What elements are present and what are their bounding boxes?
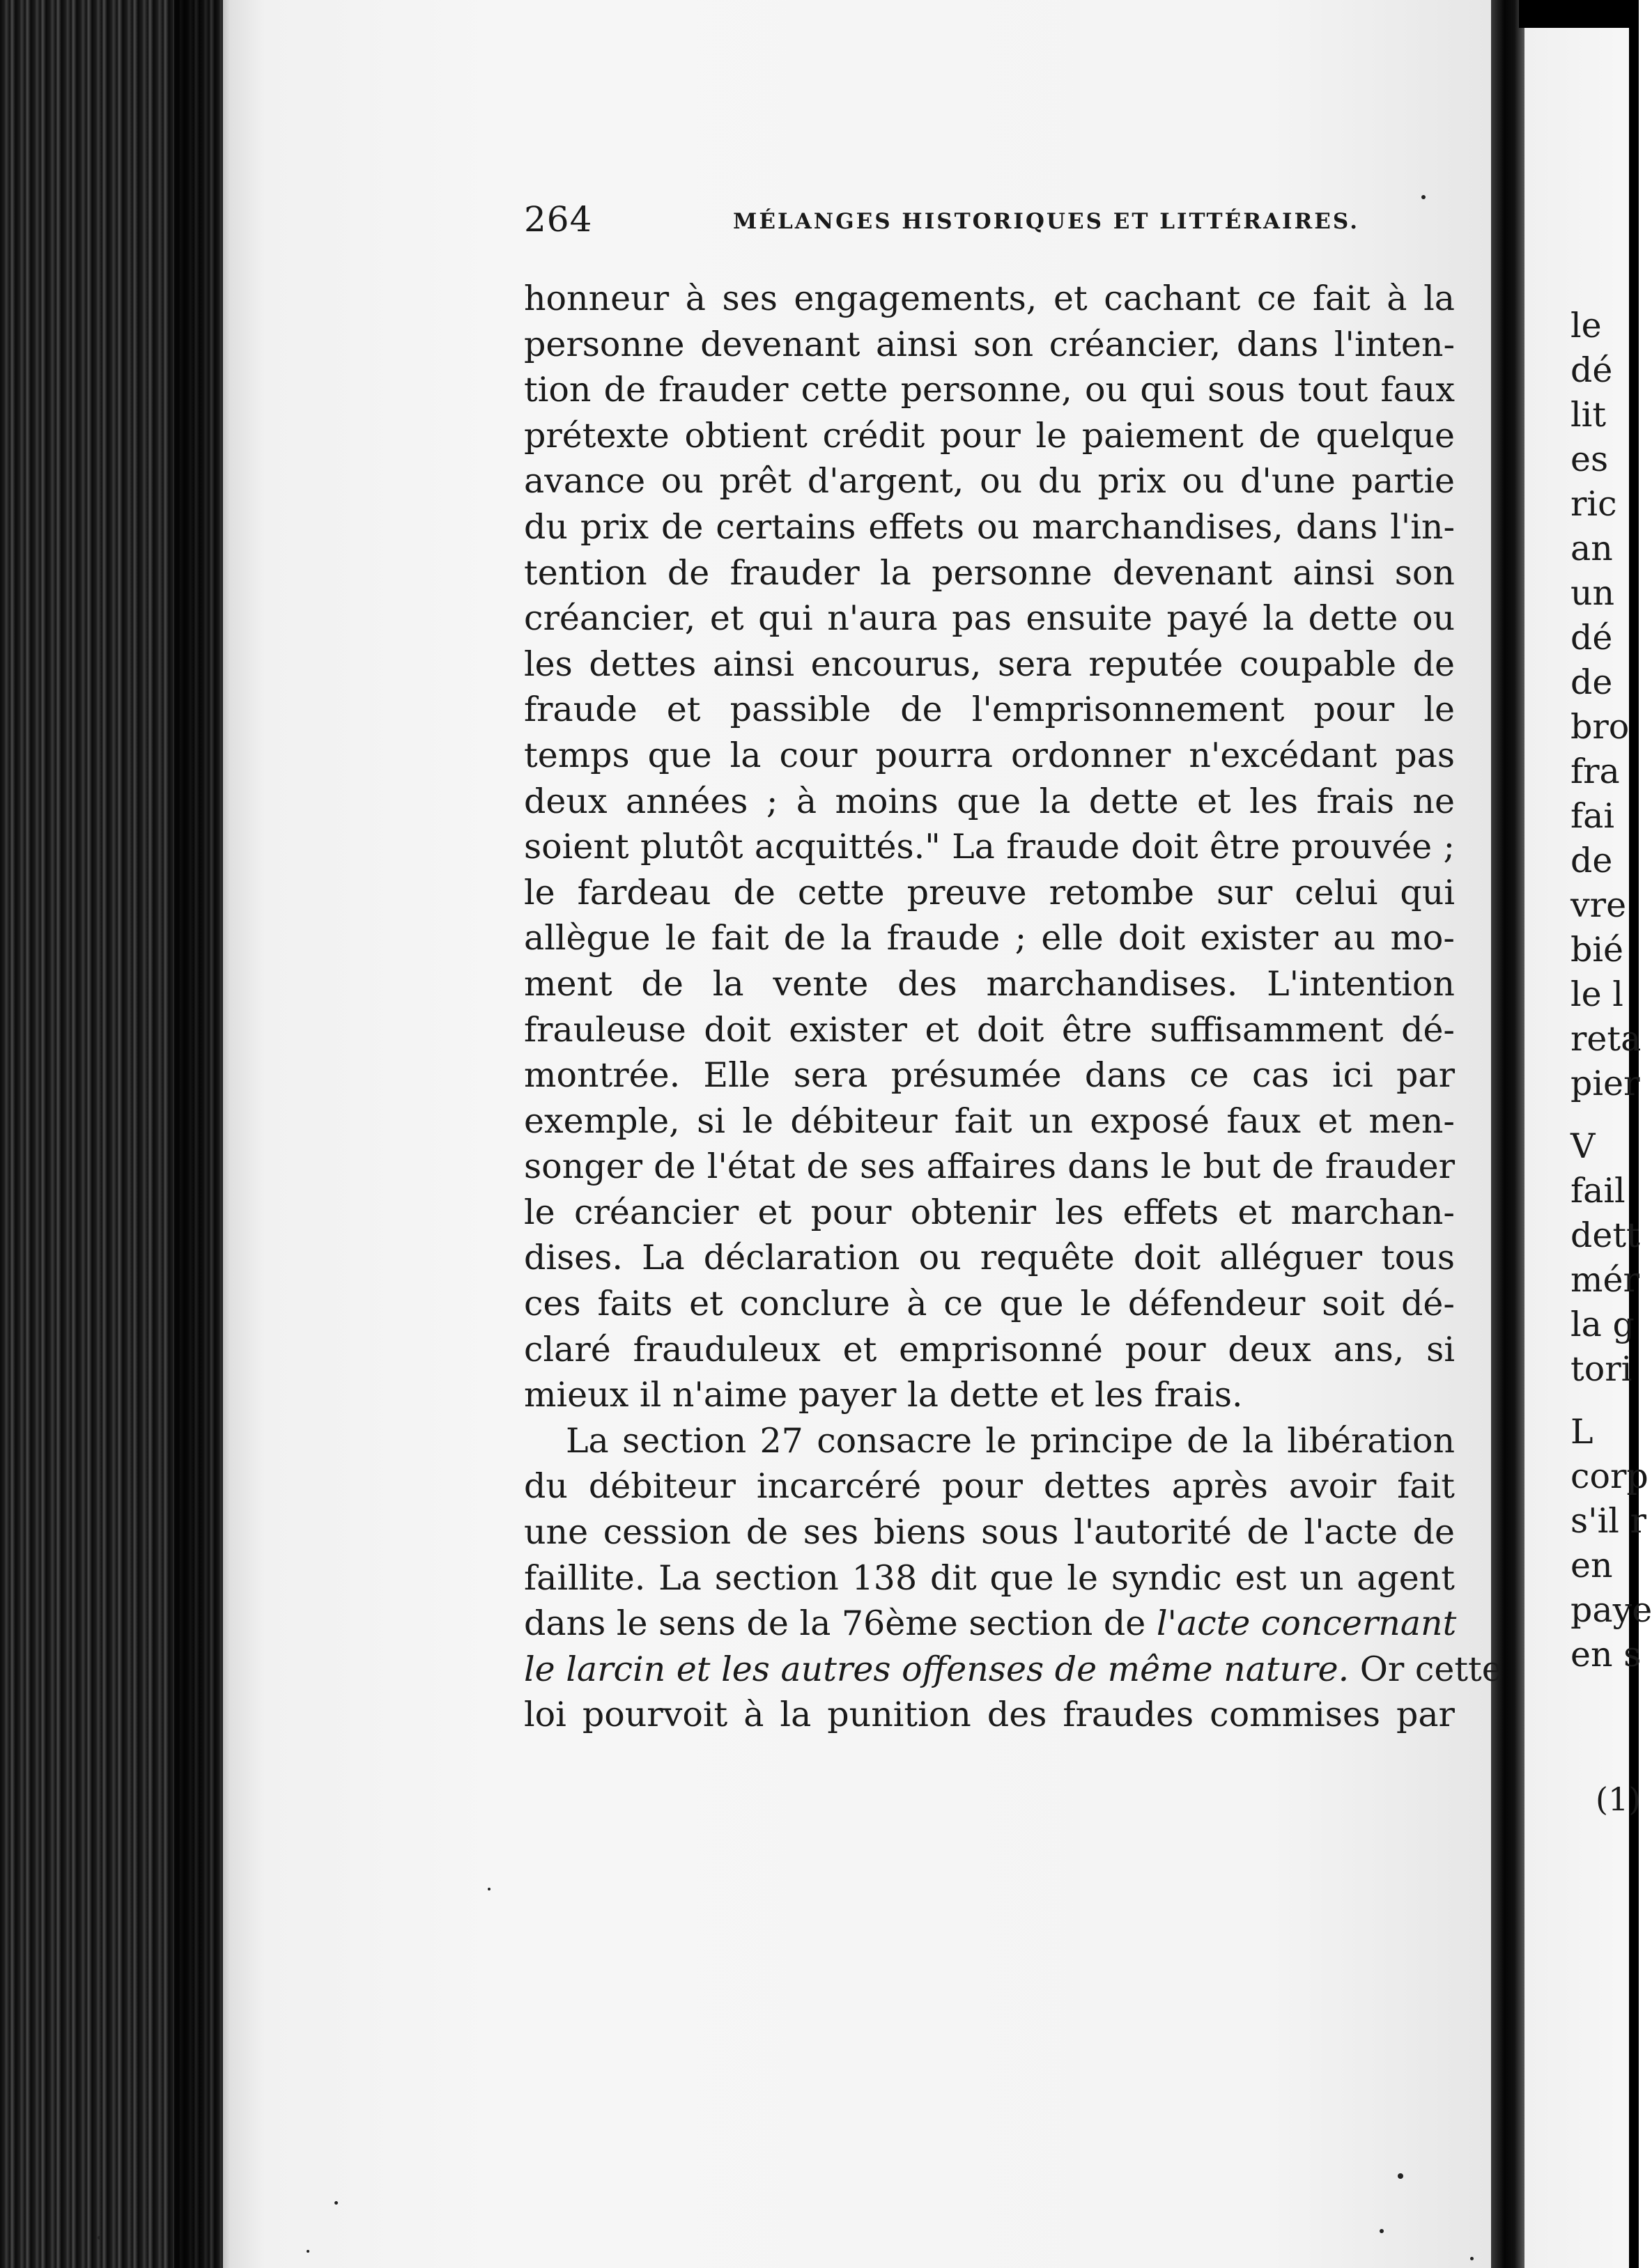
scan-speck: [488, 1888, 491, 1890]
text-line: honneur à ses engagements, et cachant ce fait à la: [524, 279, 1455, 318]
facing-page-fragment: le l: [1570, 974, 1623, 1014]
text-line: créancier, et qui n'aura pas ensuite payé la dette ou: [524, 598, 1455, 639]
facing-page-fragment: bro: [1570, 707, 1630, 747]
facing-page-fragment: es: [1570, 440, 1609, 479]
facing-page-fragment: vre: [1570, 885, 1627, 925]
text-line: songer de l'état de ses affaires dans le but de frauder: [524, 1147, 1455, 1187]
facing-page-fragment: lit: [1570, 395, 1607, 435]
facing-page-fragment: tori: [1570, 1349, 1632, 1389]
scan-speck: [1380, 2229, 1384, 2233]
scan-border-right: [1629, 0, 1639, 2268]
facing-page-fragment: pier: [1570, 1064, 1640, 1103]
text-line: temps que la cour pourra ordonner n'excédant pas: [524, 735, 1455, 775]
facing-page-fragment: fail: [1570, 1171, 1626, 1211]
book-gutter: [1491, 0, 1524, 2268]
facing-page-fragment: de: [1570, 662, 1613, 702]
facing-page-fragment: en s: [1570, 1635, 1642, 1675]
facing-page-fragment: fra: [1570, 752, 1620, 791]
text-line: avance ou prêt d'argent, ou du prix ou d'une partie: [524, 461, 1455, 502]
text-line: du prix de certains effets ou marchandises, dans l'in-: [524, 506, 1455, 547]
facing-page-fragment: le: [1570, 306, 1602, 345]
facing-page-fragment: reta: [1570, 1019, 1642, 1059]
text-line: ment de la vente des marchandises. L'intention: [524, 963, 1455, 1004]
page-header: [524, 199, 1455, 248]
book-edge-shadow: [174, 0, 230, 2268]
facing-page-fragment: V: [1570, 1126, 1596, 1166]
text-line: claré frauduleux et emprisonné pour deux ans, si: [524, 1329, 1455, 1369]
facing-page-fragment: en: [1570, 1546, 1613, 1585]
text-line: soient plutôt acquittés." La fraude doit être prouvée ;: [524, 827, 1455, 867]
body-text: [524, 276, 1502, 1738]
text-line: exemple, si le débiteur fait un exposé faux et men-: [524, 1101, 1455, 1141]
facing-page-fragment: an: [1570, 529, 1613, 568]
facing-page-fragment: un: [1570, 573, 1615, 613]
facing-page-fragment: dé: [1570, 350, 1613, 390]
text-line-mixed: [524, 1647, 1502, 1693]
facing-page-fragment: de: [1570, 841, 1613, 880]
text-line: le créancier et pour obtenir les effets et marchan-: [524, 1192, 1455, 1232]
italic-title-run: l'acte concernant: [1156, 1603, 1457, 1644]
facing-page-fragment: ric: [1570, 484, 1617, 524]
text-line: prétexte obtient crédit pour le paiement de quelque: [524, 415, 1455, 456]
scan-speck: [1421, 195, 1426, 199]
text-line: dises. La déclaration ou requête doit alléguer tous: [524, 1238, 1455, 1278]
scan-speck: [98, 2236, 101, 2239]
scan-speck: [307, 2250, 309, 2253]
scan-speck: [334, 2201, 338, 2205]
text-run: dans le sens de la 76ème section de: [524, 1603, 1146, 1644]
text-line: une cession de ses biens sous l'autorité de l'acte de: [524, 1512, 1455, 1553]
text-line-paragraph-end: mieux il n'aime payer la dette et les frais.: [524, 1375, 1243, 1415]
text-line: le fardeau de cette preuve retombe sur celui qui: [524, 872, 1455, 912]
facing-page-fragment: s'il r: [1570, 1501, 1646, 1541]
facing-page-fragment: dé: [1570, 618, 1613, 658]
facing-page-fragment: la g: [1570, 1305, 1635, 1344]
facing-page-fragment: dett: [1570, 1215, 1640, 1255]
text-line: du débiteur incarcéré pour dettes après avoir fait: [524, 1466, 1455, 1507]
text-run: Or cette: [1349, 1649, 1502, 1689]
text-line: loi pourvoit à la punition des fraudes commises par: [524, 1695, 1455, 1735]
text-line-mixed: [524, 1601, 1455, 1647]
text-line: allègue le fait de la fraude ; elle doit exister au mo-: [524, 918, 1455, 958]
facing-page-fragment: L: [1570, 1412, 1593, 1452]
text-line: faillite. La section 138 dit que le syndic est un agent: [524, 1558, 1455, 1598]
facing-page-fragment: bié: [1570, 930, 1624, 970]
text-line: fraude et passible de l'emprisonnement pour le: [524, 690, 1455, 730]
page-number: 264: [524, 199, 593, 240]
text-line: montrée. Elle sera présumée dans ce cas ici par: [524, 1055, 1455, 1096]
facing-page-fragment: mér: [1570, 1260, 1639, 1300]
text-line: les dettes ainsi encourus, sera reputée coupable de: [524, 644, 1455, 684]
text-line: personne devenant ainsi son créancier, dans l'inten-: [524, 324, 1455, 364]
facing-page-fragment: corp: [1570, 1457, 1649, 1496]
text-line: tention de frauder la personne devenant ainsi son: [524, 552, 1455, 593]
text-line: frauleuse doit exister et doit être suffisamment dé-: [524, 1009, 1455, 1050]
text-line: deux années ; à moins que la dette et les frais ne: [524, 781, 1455, 821]
italic-title-run: le larcin et les autres offenses de même nature.: [524, 1649, 1350, 1689]
running-title: MÉLANGES HISTORIQUES ET LITTÉRAIRES.: [733, 209, 1359, 234]
facing-page-fragment: fai: [1570, 796, 1615, 836]
scan-border-top: [1519, 0, 1639, 28]
scan-speck: [1470, 2257, 1474, 2260]
scan-speck: [1398, 2173, 1403, 2179]
facing-page-fragment: paye: [1570, 1590, 1652, 1630]
text-line: tion de frauder cette personne, ou qui sous tout faux: [524, 370, 1455, 410]
facing-page-footnote: (1): [1596, 1780, 1642, 1818]
text-line-paragraph-start: La section 27 consacre le principe de la libération: [566, 1420, 1455, 1461]
text-line: ces faits et conclure à ce que le défendeur soit dé-: [524, 1284, 1455, 1324]
